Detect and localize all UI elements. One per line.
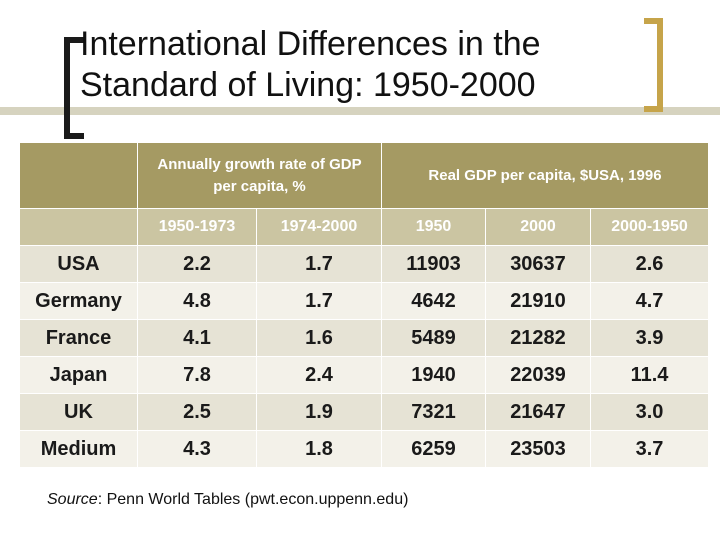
growth-1974-2000-cell: 1.6 (257, 320, 382, 357)
source-label: Source (47, 491, 98, 508)
table-row (20, 357, 709, 394)
gdp-2000-cell: 22039 (486, 357, 591, 394)
slide-title-line-1: International Differences in the (80, 25, 541, 63)
slide-title-line-2: Standard of Living: 1950-2000 (80, 66, 536, 104)
gdp-ratio-cell: 3.0 (591, 394, 709, 431)
growth-1974-2000-cell: 1.9 (257, 394, 382, 431)
growth-1950-1973-cell: 2.5 (138, 394, 257, 431)
growth-1974-2000-cell: 1.8 (257, 431, 382, 468)
table-row (20, 431, 709, 468)
gdp-2000-cell: 30637 (486, 246, 591, 283)
growth-1974-2000-cell: 1.7 (257, 283, 382, 320)
source-text: : Penn World Tables (pwt.econ.uppenn.edu) (97, 491, 409, 508)
gdp-1950-cell: 6259 (382, 431, 486, 468)
gdp-ratio-cell: 4.7 (591, 283, 709, 320)
growth-1950-1973-cell: 4.8 (138, 283, 257, 320)
growth-1950-1973-cell: 2.2 (138, 246, 257, 283)
gdp-2000-cell: 21910 (486, 283, 591, 320)
country-cell: Medium (20, 431, 138, 468)
sub-header-1950: 1950 (382, 209, 486, 246)
gdp-2000-cell: 21647 (486, 394, 591, 431)
table-corner-cell (20, 143, 138, 209)
table-row (20, 320, 709, 357)
gdp-ratio-cell: 11.4 (591, 357, 709, 394)
country-cell: USA (20, 246, 138, 283)
growth-1950-1973-cell: 7.8 (138, 357, 257, 394)
real-gdp-group-header: Real GDP per capita, $USA, 1996 (382, 143, 709, 209)
gdp-2000-cell: 21282 (486, 320, 591, 357)
country-cell: France (20, 320, 138, 357)
gdp-1950-cell: 11903 (382, 246, 486, 283)
growth-1974-2000-cell: 1.7 (257, 246, 382, 283)
country-cell: Japan (20, 357, 138, 394)
sub-header-blank (20, 209, 138, 246)
gdp-comparison-table (19, 142, 709, 468)
growth-1974-2000-cell: 2.4 (257, 357, 382, 394)
gdp-1950-cell: 4642 (382, 283, 486, 320)
source-note (47, 491, 408, 509)
table-group-header-row (20, 143, 709, 209)
gdp-1950-cell: 7321 (382, 394, 486, 431)
table-sub-header-row (20, 209, 709, 246)
gdp-1950-cell: 5489 (382, 320, 486, 357)
table-row (20, 283, 709, 320)
title-accent-bar (0, 107, 720, 115)
country-cell: UK (20, 394, 138, 431)
gdp-ratio-cell: 3.7 (591, 431, 709, 468)
growth-1950-1973-cell: 4.3 (138, 431, 257, 468)
sub-header-1974-2000: 1974-2000 (257, 209, 382, 246)
gdp-ratio-cell: 2.6 (591, 246, 709, 283)
table-row (20, 246, 709, 283)
growth-1950-1973-cell: 4.1 (138, 320, 257, 357)
gdp-2000-cell: 23503 (486, 431, 591, 468)
sub-header-2000-1950: 2000-1950 (591, 209, 709, 246)
sub-header-2000: 2000 (486, 209, 591, 246)
growth-rate-group-header: Annually growth rate of GDP per capita, % (138, 143, 382, 209)
slide-title (80, 24, 650, 106)
gdp-1950-cell: 1940 (382, 357, 486, 394)
gdp-ratio-cell: 3.9 (591, 320, 709, 357)
table-row (20, 394, 709, 431)
country-cell: Germany (20, 283, 138, 320)
sub-header-1950-1973: 1950-1973 (138, 209, 257, 246)
